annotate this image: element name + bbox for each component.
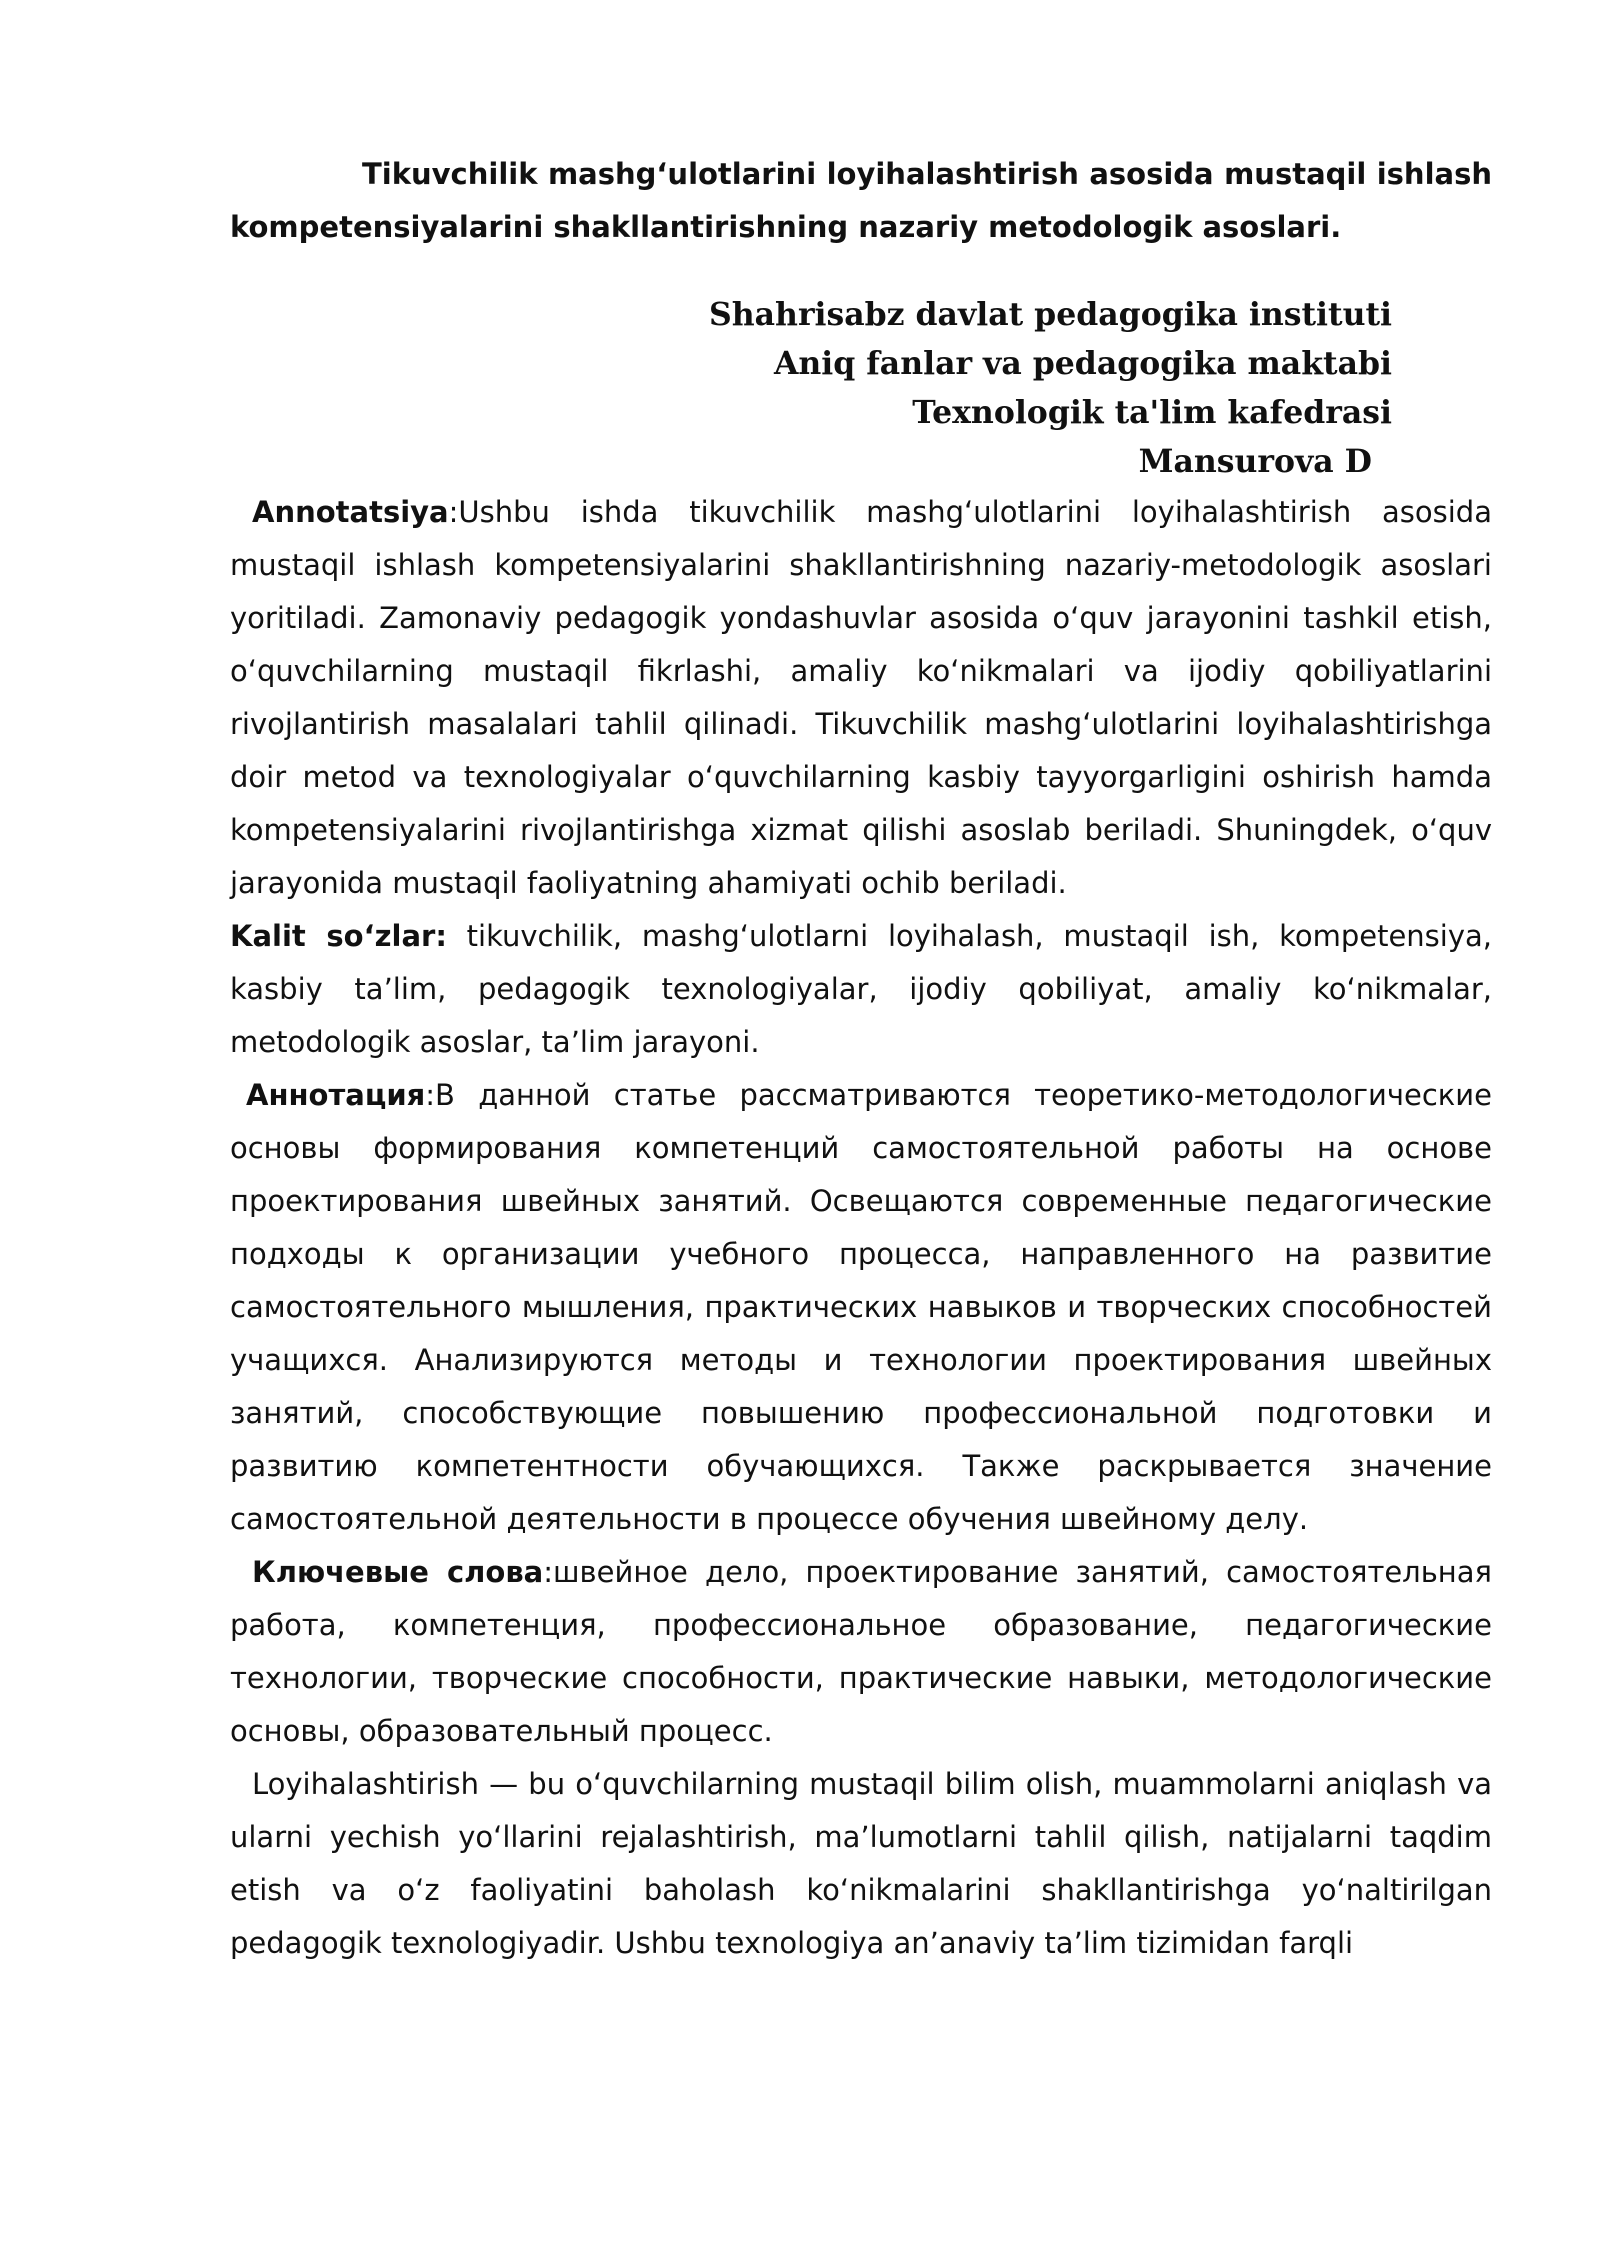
annotation-ru [230, 1069, 1492, 1546]
annotation-uz [230, 486, 1492, 910]
institute-name: Shahrisabz davlat pedagogika instituti [708, 296, 1392, 333]
document-page [230, 148, 1492, 1970]
article-title: Tikuvchilik mashgʻulotlarini loyihalashtirish asosida mustaqil ishlash kompetensiyalarini shakllantirishning nazariy metodologik asoslari. [230, 157, 1492, 244]
author-name: Mansurova D [1138, 443, 1372, 480]
keywords-ru-label: Ключевые слова [252, 1555, 544, 1589]
affiliation-block [230, 290, 1492, 486]
annotation-ru-text: :В данной статье рассматриваются теоретико-методологические основы формирования компетенций самостоятельной работы на основе проектирования швейных занятий. Освещаются современные педагогические подходы к организации учебного процесса, направленного на развитие самостоятельного мышления, практических навыков и творческих способностей учащихся. Анализируются методы и технологии проектирования швейных занятий, способствующие повышению профессиональной подготовки и развитию компетентности обучающихся. Также раскрывается значение самостоятельной деятельности в процессе обучения швейному делу. [230, 1078, 1492, 1536]
department-name: Texnologik ta'lim kafedrasi [912, 394, 1392, 431]
school-name: Aniq fanlar va pedagogika maktabi [773, 345, 1392, 382]
keywords-uz [230, 910, 1492, 1069]
annotation-uz-label: Annotatsiya [252, 495, 449, 529]
keywords-ru-text: :швейное дело, проектирование занятий, самостоятельная работа, компетенция, профессиональное образование, педагогические технологии, творческие способности, практические навыки, методологические основы, образовательный процесс. [230, 1555, 1492, 1748]
keywords-ru [230, 1546, 1492, 1758]
annotation-ru-label: Аннотация [246, 1078, 426, 1112]
body-paragraph: Loyihalashtirish — bu oʻquvchilarning mustaqil bilim olish, muammolarni aniqlash va ularni yechish yoʻllarini rejalashtirish, ma’lumotlarni tahlil qilish, natijalarni taqdim etish va oʻz faoliyatini baholash koʻnikmalarini shakllantirishga yoʻnaltirilgan pedagogik texnologiyadir. Ushbu texnologiya an’anaviy ta’lim tizimidan farqli [230, 1767, 1492, 1960]
keywords-uz-text: tikuvchilik, mashgʻulotlarni loyihalash, mustaqil ish, kompetensiya, kasbiy ta’lim, pedagogik texnologiyalar, ijodiy qobiliyat, amaliy koʻnikmalar, metodologik asoslar, ta’lim jarayoni. [230, 919, 1492, 1059]
keywords-uz-label: Kalit soʻzlar: [230, 919, 447, 953]
annotation-uz-text: :Ushbu ishda tikuvchilik mashgʻulotlarini loyihalashtirish asosida mustaqil ishlash kompetensiyalarini shakllantirishning nazariy-metodologik asoslari yoritiladi. Zamonaviy pedagogik yondashuvlar asosida oʻquv jarayonini tashkil etish, oʻquvchilarning mustaqil fikrlashi, amaliy koʻnikmalari va ijodiy qobiliyatlarini rivojlantirish masalalari tahlil qilinadi. Tikuvchilik mashgʻulotlarini loyihalashtirishga doir metod va texnologiyalar oʻquvchilarning kasbiy tayyorgarligini oshirish hamda kompetensiyalarini rivojlantirishga xizmat qilishi asoslab beriladi. Shuningdek, oʻquv jarayonida mustaqil faoliyatning ahamiyati ochib beriladi. [230, 495, 1492, 900]
